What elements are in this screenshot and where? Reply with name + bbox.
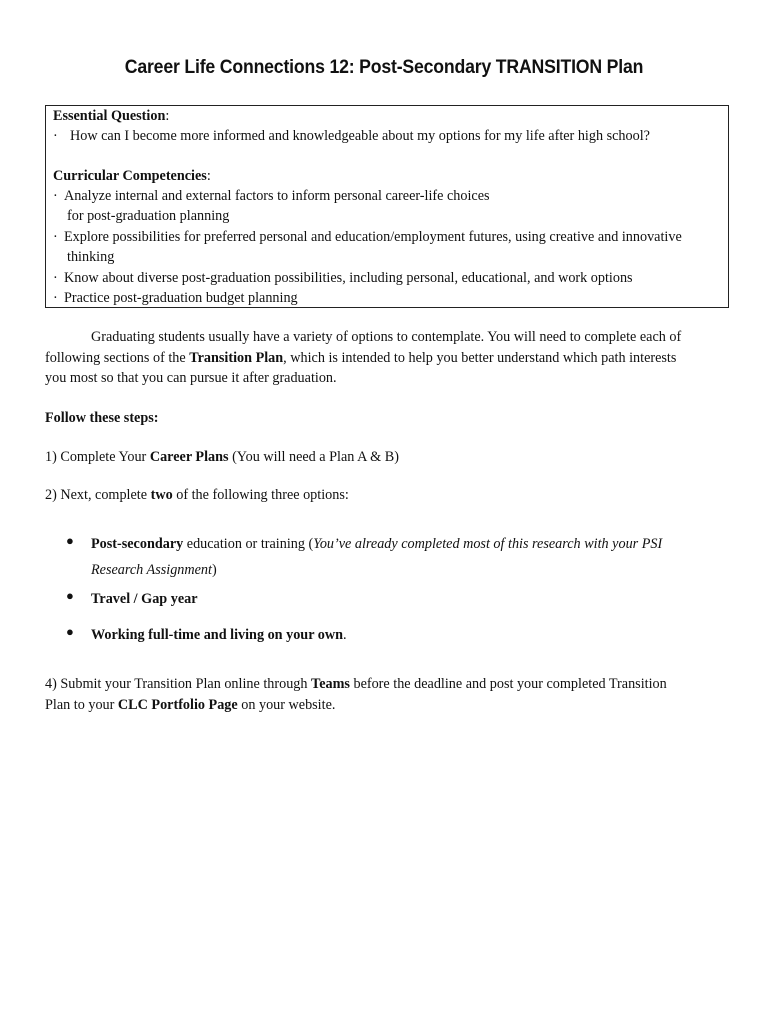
bullet-icon: ● bbox=[66, 533, 74, 548]
essential-question-heading: Essential Question bbox=[53, 108, 166, 124]
bullet-dot: · bbox=[53, 290, 58, 306]
colon: : bbox=[165, 108, 170, 124]
learning-goals-box bbox=[45, 105, 729, 308]
bullet-icon: ● bbox=[66, 588, 74, 603]
option-detail: education or training ( bbox=[183, 536, 314, 552]
portfolio-page-term: CLC Portfolio Page bbox=[117, 696, 238, 713]
competency-item bbox=[53, 186, 490, 207]
competency-text: Analyze internal and external factors to inform personal career-life choices bbox=[64, 188, 490, 204]
intro-text: , which is intended to help you better understand which path interests bbox=[283, 349, 677, 366]
step-1 bbox=[45, 447, 735, 468]
competency-item bbox=[53, 227, 682, 248]
option-title: Post-secondary bbox=[91, 536, 184, 552]
steps-heading: Follow these steps: bbox=[45, 410, 159, 426]
curricular-competencies-heading: Curricular Competencies bbox=[53, 168, 207, 184]
document-title: Career Life Connections 12: Post-Secondary TRANSITION Plan bbox=[124, 57, 644, 78]
competency-item bbox=[53, 288, 298, 309]
step-2 bbox=[45, 485, 735, 506]
competency-item bbox=[53, 268, 633, 289]
transition-plan-term: Transition Plan bbox=[189, 349, 284, 366]
competency-text: Practice post-graduation budget planning bbox=[64, 290, 298, 306]
step-text: on your website. bbox=[237, 696, 336, 713]
bullet-icon: ● bbox=[66, 624, 74, 639]
option-text bbox=[91, 586, 711, 612]
intro-line: you most so that you can pursue it after graduation. bbox=[45, 370, 337, 386]
option-detail: . bbox=[343, 627, 347, 643]
curricular-competencies-heading-row bbox=[53, 166, 211, 187]
bullet-dot: · bbox=[53, 270, 58, 286]
step-text: Plan to your bbox=[45, 696, 118, 713]
intro-line bbox=[45, 348, 735, 369]
option-detail: ) bbox=[211, 562, 217, 578]
teams-term: Teams bbox=[311, 676, 350, 692]
step-line bbox=[45, 674, 735, 695]
step-text: 2) Next, complete bbox=[45, 487, 151, 503]
competency-text: Know about diverse post-graduation possibilities, including personal, educational, and work options bbox=[64, 270, 633, 286]
step-line bbox=[45, 695, 735, 716]
step-text: 4) Submit your Transition Plan online through bbox=[45, 676, 312, 692]
option-note: You’ve already completed most of this research with your PSI Research Assignment bbox=[91, 536, 663, 578]
essential-question-text: How can I become more informed and knowledgeable about my options for my life after high school? bbox=[70, 128, 650, 144]
intro-paragraph bbox=[45, 327, 735, 389]
competency-text: for post-graduation planning bbox=[67, 208, 230, 224]
intro-text: following sections of the bbox=[45, 349, 190, 366]
step-text: 1) Complete Your bbox=[45, 449, 150, 465]
option-title: Travel / Gap year bbox=[91, 591, 198, 607]
competency-text: Explore possibilities for preferred personal and education/employment futures, using creative and innovative bbox=[64, 229, 682, 245]
essential-question-item bbox=[53, 126, 650, 147]
option-text bbox=[91, 622, 711, 648]
competency-text: thinking bbox=[67, 249, 115, 265]
bullet-dot: · bbox=[53, 188, 58, 204]
step-text: before the deadline and post your completed Transition bbox=[349, 676, 667, 692]
competency-continuation bbox=[67, 247, 114, 268]
option-title: Working full-time and living on your own bbox=[91, 627, 344, 643]
bullet-dot: · bbox=[53, 229, 58, 245]
career-plans-term: Career Plans bbox=[149, 449, 229, 465]
intro-line: Graduating students usually have a variety of options to contemplate. You will need to complete each of bbox=[91, 329, 682, 345]
step-text: of the following three options: bbox=[172, 487, 349, 503]
option-text bbox=[91, 531, 711, 583]
two-term: two bbox=[150, 487, 173, 503]
step-4 bbox=[45, 674, 735, 715]
competency-continuation bbox=[67, 206, 229, 227]
bullet-dot: · bbox=[53, 128, 58, 144]
colon: : bbox=[206, 168, 211, 184]
essential-question-heading-row bbox=[53, 106, 169, 127]
step-text: (You will need a Plan A & B) bbox=[228, 449, 399, 465]
